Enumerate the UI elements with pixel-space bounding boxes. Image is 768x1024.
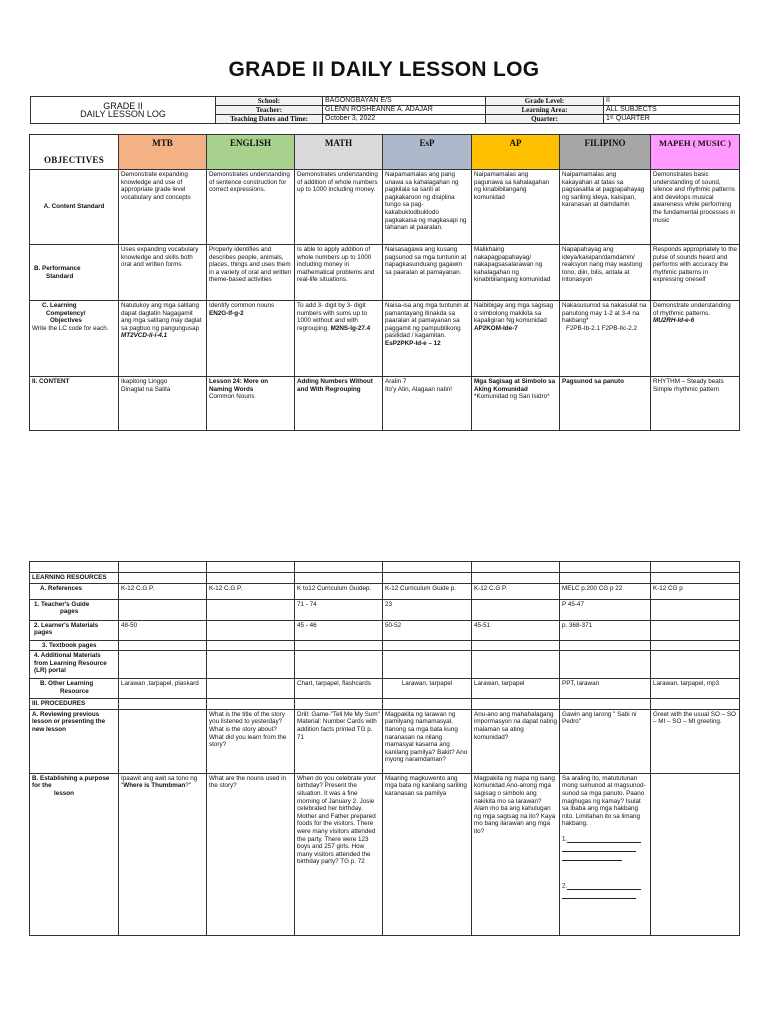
content-filipino: Pagsunod sa panuto <box>560 377 651 431</box>
teacher-label: Teacher: <box>216 106 323 115</box>
competency-esp <box>383 301 472 377</box>
blank-cell <box>651 573 740 584</box>
other-resource-mapeh: Larawan, tarpapel, mp3 <box>651 679 740 699</box>
other-resource-english <box>207 679 295 699</box>
blank-cell <box>295 699 383 710</box>
content-esp <box>383 377 472 431</box>
blank-cell <box>651 699 740 710</box>
other-resource-math: Chart, tarpapel, flashcards <box>295 679 383 699</box>
performance-math: Is able to apply addition of whole numbers up to 1000 including money in mathematical problems and real-life situations. <box>295 245 383 301</box>
blank-cell <box>383 699 472 710</box>
teachers-guide-label <box>30 599 119 620</box>
other-resource-label-b: Resource <box>60 687 89 695</box>
competency-mapeh <box>651 301 740 377</box>
purpose-label <box>30 773 119 935</box>
purpose-filipino-1: 1. <box>562 835 568 843</box>
purpose-ap: Magpakita ng mapa ng isang komunidad Ano-anong mga sagisag o simbolo ang nakikita mo sa larawan? Alam mo ba ang kahulugan ng mga sagisag na ito? Kaya mo bang ilarawan ang mga ito? <box>472 773 560 935</box>
teachers-guide-label-a: 1. Teacher's Guide <box>34 600 90 608</box>
teachers-guide-esp: 23 <box>383 599 472 620</box>
performance-english: Properly identifies and describes people, animals, places, things and uses them in a variety of oral and written theme-based activities <box>207 245 295 301</box>
header-info-table <box>30 96 740 124</box>
content-standard-label: A. Content Standard <box>30 170 119 245</box>
subject-header-mapeh: MAPEH ( MUSIC ) <box>651 135 740 170</box>
teachers-guide-filipino: P 45-47 <box>560 599 651 620</box>
blank-header <box>472 562 560 573</box>
purpose-mtb-c: ?" <box>185 782 191 790</box>
competency-math-text: To add 3- digit by 3- digit numbers with sums up to 1000 without and with regrouping. <box>297 302 367 332</box>
quarter-label: Quarter: <box>486 115 604 124</box>
content-standard-mapeh: Demonstrates basic understanding of sound, silence and rhythmic patterns and develops musical awareness while performing the fundamental processes in music <box>651 170 740 245</box>
blank-cell <box>383 573 472 584</box>
reviewing-mtb <box>119 709 207 773</box>
competency-mtb-text: Natutukoy ang mga salitang dapat daglatin Nagagamit ang mga salitang may daglat sa pagbuo ng pangungusap <box>121 302 202 332</box>
page-title: GRADE II DAILY LESSON LOG <box>228 58 540 81</box>
blank-header <box>30 562 119 573</box>
competency-ap-text: Naibibigay ang mga sagisag o simbolong makikita sa kapaligiran Ng komunidad <box>474 302 554 325</box>
competency-esp-code: EsP2PKP-Id-e – 12 <box>385 339 441 347</box>
blank-cell <box>295 640 383 651</box>
subject-header-ap: AP <box>472 135 560 170</box>
performance-filipino: Napapahayag ang ideya/kaisipan/damdamin/ reaksyon nang may wastong tono, diin, bilis, antala at intonasyon <box>560 245 651 301</box>
reviewing-ap: Anu-ano ang mahahalagang impormasyon na dapat nating malaman sa ating komunidad? <box>472 709 560 773</box>
blank-cell <box>295 651 383 679</box>
references-filipino: MELC p.200 CG p 22 <box>560 583 651 599</box>
purpose-mtb-b: Where is Thumbman <box>123 782 186 790</box>
blank-cell <box>207 573 295 584</box>
blank-header <box>119 562 207 573</box>
learners-materials-english <box>207 620 295 640</box>
content-ap-a: Mga Sagisag at Simbolo sa Aking Komunidad <box>474 378 556 393</box>
competency-mtb <box>119 301 207 377</box>
purpose-esp: Maaring magkuwento ang mga bata ng kanilang sariling karanasan sa pamilya <box>383 773 472 935</box>
competency-math <box>295 301 383 377</box>
learners-materials-label <box>30 620 119 640</box>
performance-ap: Malikhaing nakapagpapahayag/ nakapagsasalarawan ng kahalagahan ng kinabibilangang komunidad <box>472 245 560 301</box>
reviewing-filipino: Gawin ang larong " Sabi ni Pedro" <box>560 709 651 773</box>
purpose-filipino <box>560 773 651 935</box>
learners-materials-esp: 50-52 <box>383 620 472 640</box>
competency-filipino-code: F2PB-Ib-2.1 F2PB-IIc-2.2 <box>566 324 638 332</box>
learners-materials-mtb: 48-50 <box>119 620 207 640</box>
reviewing-esp: Magpakita ng larawan ng pamilyang namamasyal. Itanong sa mga bata kung naranasan na nilang mamasyal kasama ang kanilang pamilya? Bakit? Ano inyong naramdaman? <box>383 709 472 773</box>
competency-mapeh-text: Demonstrate understanding of rhythmic patterns. <box>653 302 731 317</box>
teachers-guide-math: 71 - 74 <box>295 599 383 620</box>
grade-level-value: II <box>604 97 740 106</box>
objectives-table <box>29 134 740 431</box>
teachers-guide-mapeh <box>651 599 740 620</box>
content-mtb-a: Ikapitong Linggo <box>121 378 168 385</box>
additional-materials-label: 4. Additional Materials from Learning Resource (LR) portal <box>30 651 119 679</box>
content-ap <box>472 377 560 431</box>
learning-area-value: ALL SUBJECTS <box>604 106 740 115</box>
blank-cell <box>119 699 207 710</box>
other-resource-label <box>30 679 119 699</box>
competency-ap <box>472 301 560 377</box>
resources-table <box>29 561 740 936</box>
blank-cell <box>472 640 560 651</box>
performance-mtb: Uses expanding vocabulary knowledge and skills both oral and written forms <box>119 245 207 301</box>
content-english <box>207 377 295 431</box>
learners-materials-mapeh <box>651 620 740 640</box>
teacher-value: GLENN ROSHEANNE A. ADAJAR <box>323 106 486 115</box>
references-label: A. References <box>30 583 119 599</box>
content-esp-a: Aralin 7 <box>385 378 407 385</box>
purpose-label-a: B. Establishing a purpose for the <box>32 774 110 790</box>
blank-header <box>560 562 651 573</box>
blank-cell <box>383 640 472 651</box>
blank-cell <box>560 573 651 584</box>
competency-mtb-code: MT2VCD-Ii-i-4.1 <box>121 332 168 340</box>
content-english-a: Lesson 24: More on Naming Words <box>209 378 269 393</box>
competency-mapeh-code: MU2RH-Id-e-6 <box>653 317 695 325</box>
answer-line <box>567 883 641 890</box>
subject-header-esp: EsP <box>383 135 472 170</box>
subject-header-filipino: FILIPINO <box>560 135 651 170</box>
content-esp-b: Ito'y Atin, Alagaan natin! <box>385 385 453 393</box>
other-resource-esp: Larawan, tarpapel <box>383 679 472 699</box>
blank-cell <box>119 640 207 651</box>
reviewing-label: A. Reviewing previous lesson or presenting the new lesson <box>30 709 119 773</box>
competency-english-code: EN2G-If-g-2 <box>209 309 244 317</box>
learners-materials-label-a: 2. Learner's Materials <box>34 621 99 629</box>
content-standard-filipino: Naipamamalas ang kakayahan at tatas sa pagsasalita at pagpapahayag ng sariling ideya, kaisipan, karanasan at damdamin <box>560 170 651 245</box>
reviewing-mapeh: Greet with the usual SO – SO – MI – SO – MI greeting. <box>651 709 740 773</box>
grade-level-label: Grade Level: <box>486 97 604 106</box>
blank-cell <box>207 640 295 651</box>
performance-mapeh: Responds appropriately to the pulse of sounds heard and performs with accuracy the rhythmic patterns in expressing oneself <box>651 245 740 301</box>
blank-cell <box>560 640 651 651</box>
blank-cell <box>383 651 472 679</box>
content-standard-mtb: Demonstrate expanding knowledge and use of appropriate grade level vocabulary and concepts <box>119 170 207 245</box>
competency-filipino-text: Nakasusunod sa nakasulat na panutong may 1-2 at 3-4 na hakbang* <box>562 302 647 325</box>
purpose-filipino-text: Sa araling ito, matututunan mong sumunod at magsunod-sunod sa mga panuto. Paano maghugas ng kamay? Isulat sa ibaba ang mga hakbang nito. Limitahan ito sa limang hakbang. <box>562 774 646 828</box>
blank-cell <box>472 699 560 710</box>
blank-header <box>207 562 295 573</box>
purpose-mtb <box>119 773 207 935</box>
content-mapeh-a: RHYTHM – Steady beats <box>653 378 724 385</box>
blank-cell <box>207 651 295 679</box>
teachers-guide-english <box>207 599 295 620</box>
textbook-label: 3. Textbook pages <box>30 640 119 651</box>
teachers-guide-ap <box>472 599 560 620</box>
answer-line <box>562 892 636 899</box>
competency-math-code: M2NS-Ig-27.4 <box>330 324 371 332</box>
content-mtb <box>119 377 207 431</box>
purpose-label-b: lesson <box>54 789 74 797</box>
school-value: BAGONGBAYAN E/S <box>323 97 486 106</box>
reviewing-math: Drill: Game-"Tell Me My Sum" Material: Number Cards with addition facts printed TG p. 71 <box>295 709 383 773</box>
learning-resources-label: LEARNING RESOURCES <box>30 573 119 584</box>
learners-materials-ap: 45-51 <box>472 620 560 640</box>
references-mtb: K-12 C.G P. <box>119 583 207 599</box>
content-standard-ap: Naipamamalas ang pagunawa sa kahalagahan ng kinabibilangang komunidad <box>472 170 560 245</box>
purpose-mapeh <box>651 773 740 935</box>
blank-cell <box>560 651 651 679</box>
content-standard-math: Demonstrates understanding of addition of whole numbers up to 1000 including money. <box>295 170 383 245</box>
purpose-filipino-line-1 <box>562 834 648 843</box>
blank-header <box>383 562 472 573</box>
performance-standard-label <box>30 245 119 301</box>
content-english-b: Common Nouns <box>209 393 255 401</box>
content-standard-esp: Naipamamalas ang pang unawa sa kahalagahan ng pagkilala sa sarili at pagkakaroon ng disiplina tungo sa pag-kakabuklodbuklodo pagkakaisa ng magkasapi ng tahanan at paaralan. <box>383 170 472 245</box>
learners-materials-filipino: p. 368-371 <box>560 620 651 640</box>
subject-header-mtb: MTB <box>119 135 207 170</box>
dll-label: DAILY LESSON LOG <box>80 109 166 119</box>
references-ap: K-12 C.G P. <box>472 583 560 599</box>
content-label: II. CONTENT <box>30 377 119 431</box>
subject-header-math: MATH <box>295 135 383 170</box>
answer-line <box>562 854 622 861</box>
performance-esp: Naisasagawa ang kusang pagsunod sa mga tuntunin at napagkasunduang gagawin sa paaralan at pamayanan. <box>383 245 472 301</box>
blank-cell <box>651 640 740 651</box>
competency-label-a: C. Learning <box>42 302 77 309</box>
content-standard-english: Demonstrates understanding of sentence construction for correct expressions. <box>207 170 295 245</box>
other-resource-ap: Larawan, tarpapel <box>472 679 560 699</box>
competency-label-b: Competency/ <box>46 309 86 317</box>
competency-filipino <box>560 301 651 377</box>
other-resource-filipino: PPT, larawan <box>560 679 651 699</box>
references-mapeh: K-12 CG p <box>651 583 740 599</box>
content-mapeh-b: Simple rhythmic pattern <box>653 385 720 393</box>
references-esp: K-12 Curriculum Guide p. <box>383 583 472 599</box>
answer-line <box>567 836 641 843</box>
purpose-math: When do you celebrate your birthday? Present the situation. It was a fine morning of January 2. Josie celebrated her birthday. Mother and Father prepared foods for the visitors. There were many visitors attended the party. There were 123 boys and 257 girls. How many visitors attended the birthday party? TG p. 72 <box>295 773 383 935</box>
other-resource-label-a: B. Other Learning <box>40 680 94 688</box>
purpose-mtb-a: Ipaawit ang awit sa tono ng " <box>121 774 198 790</box>
grade-label: GRADE II <box>103 101 143 111</box>
dates-value: October 3, 2022 <box>323 115 486 124</box>
competency-esp-text: Naisa-isa ang mga tuntunin at pamantayang itinakda sa paaralan at pamayanan sa paggamit ng pampublikong pasilidad / kagamitan. <box>385 302 469 340</box>
content-mapeh <box>651 377 740 431</box>
quarter-value: 1ˢᵗ QUARTER <box>604 115 740 124</box>
references-math: K to12 Curriculum Guidep. <box>295 583 383 599</box>
blank-cell <box>295 573 383 584</box>
performance-label-a: B. Performance <box>34 264 81 272</box>
performance-label-b: Standard <box>46 272 74 280</box>
blank-header <box>651 562 740 573</box>
teachers-guide-mtb <box>119 599 207 620</box>
competency-english <box>207 301 295 377</box>
teachers-guide-label-b: pages <box>60 608 79 616</box>
purpose-english: What are the nouns used in the story? <box>207 773 295 935</box>
answer-line <box>562 845 636 852</box>
content-math: Adding Numbers Without and With Regrouping <box>295 377 383 431</box>
competency-label-c: Objectives <box>50 317 82 325</box>
reviewing-english: What is the title of the story you listened to yesterday? What is the story about? What did you learn from the story? <box>207 709 295 773</box>
content-mtb-b: Dinaglat na Salita <box>121 385 171 393</box>
blank-cell <box>119 651 207 679</box>
competency-english-text: Identify common nouns <box>209 302 275 309</box>
learners-materials-math: 45 - 46 <box>295 620 383 640</box>
subject-header-english: ENGLISH <box>207 135 295 170</box>
purpose-filipino-line-2 <box>562 881 648 890</box>
blank-cell <box>207 699 295 710</box>
competency-ap-code: AP2KOM-Ide-7 <box>474 324 518 332</box>
content-ap-b: *Komunidad ng San Isidro* <box>474 393 550 401</box>
blank-cell <box>651 651 740 679</box>
learning-area-label: Learning Area: <box>486 106 604 115</box>
procedures-label: III. PROCEDURES <box>30 699 119 710</box>
other-resource-mtb: Larawan ,tarpapel, plaskard <box>119 679 207 699</box>
blank-cell <box>119 573 207 584</box>
blank-cell <box>472 573 560 584</box>
learners-materials-label-b: pages <box>34 629 53 637</box>
blank-cell <box>560 699 651 710</box>
objectives-header: OBJECTIVES <box>30 135 119 170</box>
references-english: K-12 C.G P. <box>207 583 295 599</box>
dates-label: Teaching Dates and Time: <box>216 115 323 124</box>
school-label: School: <box>216 97 323 106</box>
blank-cell <box>472 651 560 679</box>
purpose-filipino-2: 2. <box>562 882 568 890</box>
competency-note: Write the LC code for each. <box>32 324 109 332</box>
competency-label <box>30 301 119 377</box>
grade-dll-cell <box>31 97 216 124</box>
blank-header <box>295 562 383 573</box>
